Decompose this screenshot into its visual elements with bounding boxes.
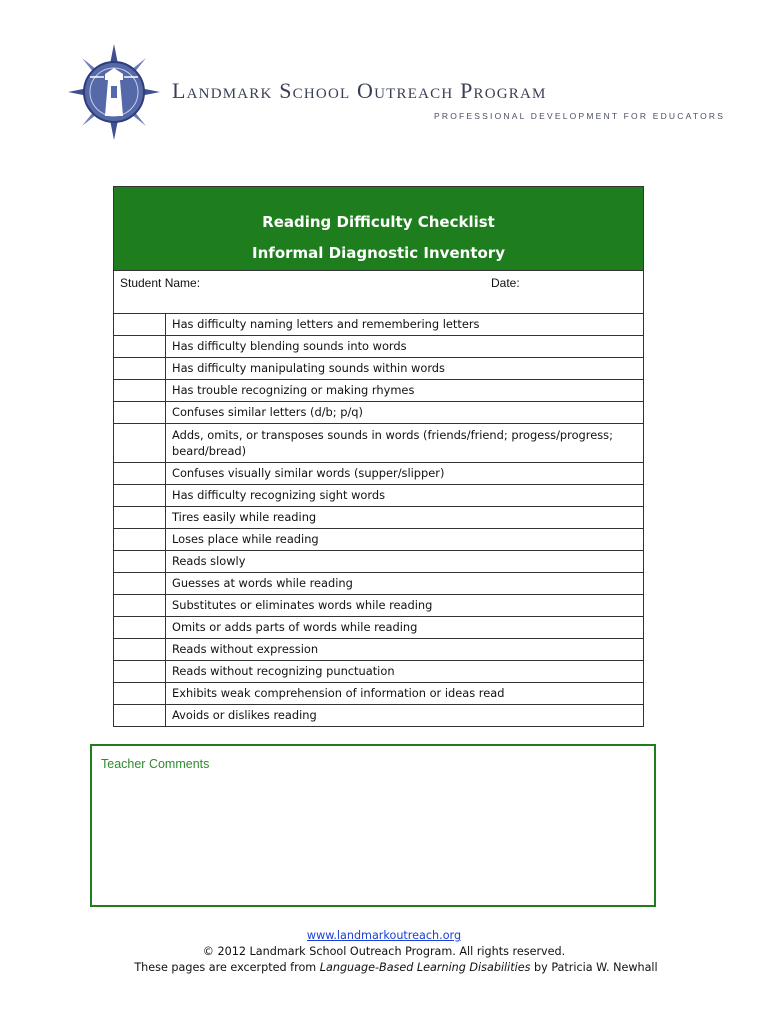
checklist-item-text: Omits or adds parts of words while reading <box>172 620 418 634</box>
checklist-row <box>114 424 643 463</box>
checklist-items <box>114 314 643 726</box>
checklist-row <box>114 617 643 639</box>
checklist-checkbox-cell[interactable] <box>114 705 166 726</box>
org-name: Landmark School Outreach Program <box>172 78 547 103</box>
checklist-checkbox-cell[interactable] <box>114 639 166 660</box>
checklist-checkbox-cell[interactable] <box>114 358 166 379</box>
checklist-item-text: Has trouble recognizing or making rhymes <box>172 383 415 397</box>
copyright-text: © 2012 Landmark School Outreach Program. All rights reserved. <box>202 945 566 958</box>
compass-lighthouse-logo <box>68 44 160 140</box>
checklist-row <box>114 529 643 551</box>
checklist-title-band <box>114 187 643 271</box>
checklist-row <box>114 507 643 529</box>
org-tagline: PROFESSIONAL DEVELOPMENT FOR EDUCATORS <box>434 111 726 121</box>
checklist-checkbox-cell[interactable] <box>114 573 166 594</box>
excerpt-suffix: by Patricia W. Newhall <box>530 961 658 974</box>
checklist-item-text: Exhibits weak comprehension of information or ideas read <box>172 686 505 700</box>
checklist-row <box>114 485 643 507</box>
reading-checklist-table <box>113 186 644 727</box>
checklist-item-text: Avoids or dislikes reading <box>172 708 317 722</box>
checklist-item-text: Substitutes or eliminates words while reading <box>172 598 433 612</box>
checklist-item-text: Has difficulty naming letters and remembering letters <box>172 317 480 331</box>
checklist-item-text: Has difficulty recognizing sight words <box>172 488 386 502</box>
student-info-row[interactable] <box>114 271 643 314</box>
checklist-row <box>114 380 643 402</box>
checklist-item-text: Guesses at words while reading <box>172 576 353 590</box>
page-footer <box>0 928 768 976</box>
checklist-row <box>114 402 643 424</box>
book-title: Language-Based Learning Disabilities <box>319 961 531 974</box>
checklist-item-text: Reads without expression <box>172 642 319 656</box>
excerpt-prefix: These pages are excerpted from <box>134 961 320 974</box>
checklist-row <box>114 336 643 358</box>
checklist-row <box>114 358 643 380</box>
checklist-row <box>114 683 643 705</box>
checklist-subtitle: Informal Diagnostic Inventory <box>252 244 505 262</box>
checklist-title: Reading Difficulty Checklist <box>262 213 495 231</box>
checklist-row <box>114 705 643 726</box>
checklist-checkbox-cell[interactable] <box>114 529 166 550</box>
teacher-comments-area[interactable] <box>96 780 650 901</box>
checklist-checkbox-cell[interactable] <box>114 683 166 704</box>
checklist-row <box>114 463 643 485</box>
checklist-checkbox-cell[interactable] <box>114 402 166 423</box>
checklist-item-text: Has difficulty manipulating sounds within words <box>172 361 445 375</box>
checklist-row <box>114 595 643 617</box>
checklist-checkbox-cell[interactable] <box>114 661 166 682</box>
student-name-label: Student Name: <box>120 276 201 290</box>
checklist-item-text: Reads slowly <box>172 554 246 568</box>
website-link[interactable]: www.landmarkoutreach.org <box>306 929 462 942</box>
teacher-comments-label: Teacher Comments <box>101 757 210 771</box>
checklist-item-text: Adds, omits, or transposes sounds in words (friends/friend; progess/progress; beard/bread) <box>172 428 613 458</box>
checklist-checkbox-cell[interactable] <box>114 336 166 357</box>
checklist-checkbox-cell[interactable] <box>114 314 166 335</box>
date-label: Date: <box>491 276 520 290</box>
checklist-row <box>114 661 643 683</box>
checklist-item-text: Loses place while reading <box>172 532 319 546</box>
checklist-checkbox-cell[interactable] <box>114 380 166 401</box>
checklist-checkbox-cell[interactable] <box>114 617 166 638</box>
checklist-row <box>114 551 643 573</box>
excerpt-note <box>0 960 768 976</box>
checklist-checkbox-cell[interactable] <box>114 507 166 528</box>
checklist-checkbox-cell[interactable] <box>114 485 166 506</box>
checklist-item-text: Reads without recognizing punctuation <box>172 664 395 678</box>
checklist-row <box>114 639 643 661</box>
checklist-row <box>114 314 643 336</box>
checklist-row <box>114 573 643 595</box>
checklist-item-text: Has difficulty blending sounds into words <box>172 339 407 353</box>
checklist-item-text: Tires easily while reading <box>172 510 317 524</box>
checklist-checkbox-cell[interactable] <box>114 463 166 484</box>
teacher-comments-box <box>90 744 656 907</box>
checklist-item-text: Confuses similar letters (d/b; p/q) <box>172 405 363 419</box>
checklist-checkbox-cell[interactable] <box>114 595 166 616</box>
checklist-item-text: Confuses visually similar words (supper/slipper) <box>172 466 445 480</box>
page-header <box>62 44 726 144</box>
checklist-checkbox-cell[interactable] <box>114 424 166 462</box>
checklist-checkbox-cell[interactable] <box>114 551 166 572</box>
